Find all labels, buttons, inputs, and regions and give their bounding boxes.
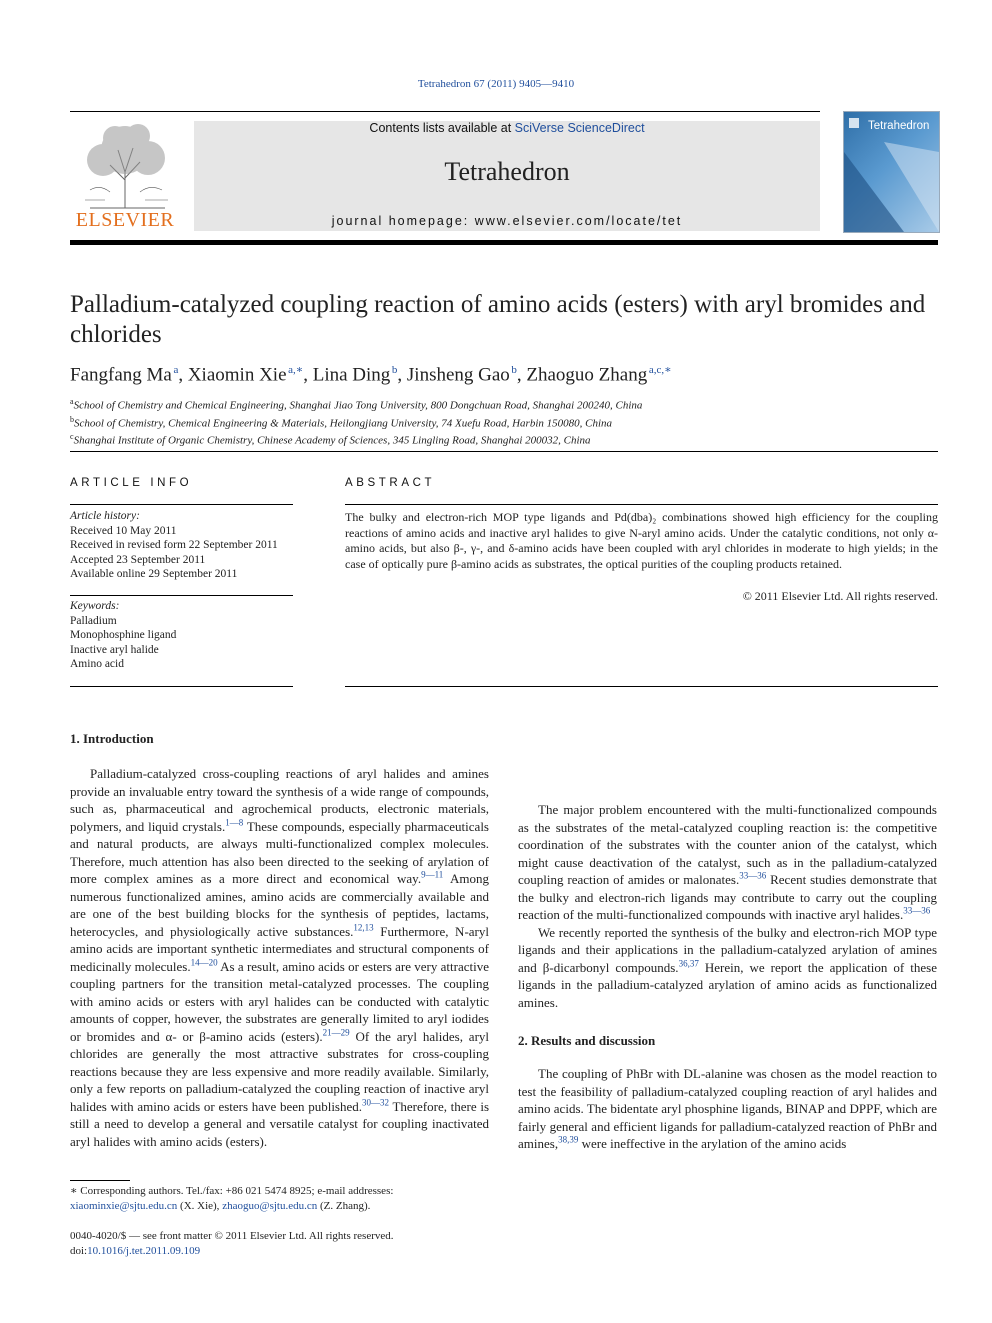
divider — [70, 686, 293, 687]
header-rule — [70, 111, 820, 112]
reference-citation[interactable]: 9—11 — [421, 869, 444, 880]
sciencedirect-link[interactable]: SciVerse ScienceDirect — [514, 121, 645, 135]
intro-paragraph-1-continued — [518, 731, 937, 801]
affiliation-label: a — [70, 397, 74, 406]
journal-cover-thumbnail[interactable] — [843, 111, 940, 233]
results-paragraph-1: The coupling of PhBr with DL-alanine was chosen as the model reaction to test the feasibility of palladium-catalyzed coupling reaction of aryl halides and amino acids. The bidentate aryl phosphine ligands, BINAP and DPPF, which are fairly general and efficient ligands for palladium-catalyzed reaction of PhBr and amines,$^{38,39}$ were ineffective in the arylation of the amino acids — [518, 1066, 937, 1151]
corresponding-footnote — [70, 1184, 489, 1213]
intro-paragraph-3: We recently reported the synthesis of the bulky and electron-rich MOP type ligands and their applications in the palladium-catalyzed arylation of amines and β-dicarbonyl compounds.$^{36,37}$ Herein, we report the application of these ligands in the palladium-catalyzed arylation of amino acids as functionalized amines. — [518, 924, 938, 1010]
affiliation-text: School of Chemistry and Chemical Engineering, Shanghai Jiao Tong University, 800 Dongchuan Road, Shanghai 200240, China — [73, 399, 643, 412]
author-affil-marker[interactable]: a — [173, 364, 179, 376]
footnote-text: (X. Xie), — [177, 1199, 223, 1212]
author-affil-marker[interactable]: a,c,∗ — [648, 364, 672, 376]
author-affil-marker[interactable]: b — [511, 364, 517, 376]
body-column-right — [518, 731, 937, 1153]
reference-citation[interactable]: 30—32 — [362, 1097, 390, 1108]
history-item: Available online 29 September 2011 — [70, 568, 238, 580]
history-item: Received in revised form 22 September 2011 — [70, 539, 278, 551]
reference-citation[interactable]: 36,37 — [678, 958, 699, 969]
keyword: Monophosphine ligand — [70, 629, 177, 641]
abstract-copyright: © 2011 Elsevier Ltd. All rights reserved. — [742, 589, 938, 603]
contents-line — [194, 121, 820, 135]
elsevier-tree-icon — [70, 120, 180, 210]
reference-citation[interactable]: 1—8 — [225, 817, 244, 828]
journal-homepage[interactable]: journal homepage: www.elsevier.com/locate/tet — [331, 214, 683, 228]
title-divider — [70, 451, 938, 452]
affiliations — [70, 395, 950, 448]
affiliation — [70, 413, 950, 431]
author[interactable]: Zhaoguo Zhang — [526, 364, 648, 386]
divider — [345, 504, 938, 505]
keywords — [70, 599, 300, 672]
journal-banner — [194, 121, 820, 231]
keyword: Palladium — [70, 614, 117, 627]
reference-citation[interactable]: 33—36 — [903, 905, 931, 916]
reference-citation[interactable]: 21—29 — [322, 1027, 350, 1038]
front-matter — [70, 1229, 489, 1258]
section-heading-introduction: 1. Introduction — [70, 731, 154, 746]
author[interactable]: Lina Ding — [312, 364, 391, 386]
doi-prefix: doi: — [70, 1244, 88, 1257]
issn-line: 0040-4020/$ — see front matter © 2011 Elsevier Ltd. All rights reserved. — [70, 1230, 394, 1242]
footnote-text: (Z. Zhang). — [317, 1199, 371, 1212]
email-link[interactable]: xiaominxie@sjtu.edu.cn — [70, 1199, 178, 1212]
author-affil-marker[interactable]: a,∗ — [288, 364, 304, 376]
author-list: Fangfang Ma $^a$, Xiaomin Xie $^{a,∗}$, Lina Ding $^b$, Jinsheng Gao $^b$, Zhaoguo Zhang $^{a,c,∗}$ — [70, 364, 672, 386]
history-item: Received 10 May 2011 — [70, 524, 177, 537]
cover-title: Tetrahedron — [868, 120, 930, 132]
abstract-text: The bulky and electron-rich MOP type ligands and Pd(dba)₂ combinations showed high efficiency for the coupling reactions of amino acids and inactive aryl halides to give N-aryl amino acids. Under the catalytic conditions, not only α-amino acids, but also β-, γ-, and δ-amino acids have been coupled with aryl chlorides in moderate to high yields; in the case of optically pure β-amino acids as substrates, the optical purities of the coupling products retained. — [345, 510, 938, 571]
body-column-left — [70, 765, 489, 1160]
affiliation-label: c — [70, 432, 74, 442]
contents-prefix: Contents lists available at — [369, 121, 515, 135]
affiliation — [70, 430, 950, 448]
history-label: Article history: — [70, 510, 140, 522]
keywords-label: Keywords: — [70, 600, 120, 612]
keyword: Inactive aryl halide — [70, 643, 159, 656]
reference-citation[interactable]: 38,39 — [558, 1134, 579, 1145]
abstract-heading: ABSTRACT — [345, 477, 436, 489]
reference-citation[interactable]: 33—36 — [739, 870, 767, 881]
history-item: Accepted 23 September 2011 — [70, 553, 206, 566]
affiliation-text: Shanghai Institute of Organic Chemistry, Chinese Academy of Sciences, 345 Lingling Road, Shanghai 200032, China — [73, 434, 591, 447]
footnote-rule — [70, 1180, 130, 1181]
section-heading-results: 2. Results and discussion — [518, 1033, 656, 1048]
article-info-heading: ARTICLE INFO — [70, 477, 193, 489]
author[interactable]: Xiaomin Xie — [187, 364, 287, 386]
author[interactable]: Fangfang Ma — [70, 364, 172, 386]
intro-paragraph-1: Palladium-catalyzed cross-coupling reactions of aryl halides and amines provide an invaluable entry toward the synthesis of a wide range of compounds, such as, pharmaceutical and agrochemical products, electronic materials, polymers, and liquid crystals.$^{1—8}$ These compounds, especially pharmaceuticals and natural products, are always multi-functionalized complex molecules. Therefore, much attention has also been directed to the seeking of arylation of more complex amines as a more direct and economical way.$^{9—11}$ Among numerous functionalized amines, amino acids are commercially available and are one of the best building blocks for the synthesis of peptides, lactams, heterocycles, and physiologically active substances.$^{12,13}$ Furthermore, N-aryl amino acids are important synthetic intermediates and structural components of medicinally molecules.$^{14—20}$ As a result, amino acids or esters are very attractive coupling partners for the transition metal-catalyzed processes. The coupling with amino acids or esters with aryl halides can be conducted with catalytic amounts of copper, however, the substrates are generally limited to aryl iodides or bromides and α- or β-amino acids (esters).$^{21—29}$ Of the aryl halides, aryl chlorides are generally the most attractive substrates for cross-coupling reactions because they are less expensive and more readily available. Similarly, only a few reports on palladium-catalyzed the coupling reaction of inactive aryl halides with amino acids or esters have been published.$^{30—32}$ Therefore, there is still a need to develop a general and versatile catalyst for coupling inactivated aryl halides with amino acids (esters). — [70, 766, 489, 1149]
author-affil-marker[interactable]: b — [391, 364, 398, 376]
article-history — [70, 509, 300, 582]
affiliation — [70, 395, 950, 413]
journal-citation[interactable]: Tetrahedron 67 (2011) 9405—9410 — [417, 78, 575, 90]
journal-name[interactable]: Tetrahedron — [444, 157, 570, 186]
doi-link[interactable]: 10.1016/j.tet.2011.09.109 — [87, 1244, 201, 1257]
divider — [70, 504, 293, 505]
affiliation-text: School of Chemistry, Chemical Engineering & Materials, Heilongjiang University, 74 Xuefu Road, Harbin 150080, China — [74, 417, 613, 430]
header-thick-rule — [70, 240, 938, 245]
divider — [70, 595, 293, 596]
article-title: Palladium-catalyzed coupling reaction of amino acids (esters) with aryl bromides and chlorides — [70, 291, 926, 348]
affiliation-label: b — [70, 414, 74, 424]
doi-line — [70, 1244, 489, 1259]
intro-paragraph-2: The major problem encountered with the multi-functionalized compounds as the substrates of the metal-catalyzed coupling reaction is: the competitive coordination of the substrates with the counter anion of the catalyst, which might cause deactivation of the catalyst, such as in the palladium-catalyzed coupling reaction of amides or malonates.$^{33—36}$ Recent studies demonstrate that the bulky and electron-rich ligands may contribute to carry out the coupling reaction of the multi-functionalized compounds with inactive aryl halides.$^{33—36}$ — [518, 802, 938, 922]
publisher-name: ELSEVIER — [75, 209, 175, 231]
keyword: Amino acid — [70, 658, 124, 670]
divider — [345, 686, 938, 687]
reference-citation[interactable]: 14—20 — [190, 957, 218, 968]
email-link[interactable]: zhaoguo@sjtu.edu.cn — [222, 1199, 318, 1212]
footnote-text: ∗ Corresponding authors. Tel./fax: +86 021 5474 8925; e-mail addresses: — [70, 1185, 394, 1197]
author[interactable]: Jinsheng Gao — [406, 364, 510, 386]
elsevier-logo — [70, 120, 180, 232]
reference-citation[interactable]: 12,13 — [353, 922, 374, 933]
